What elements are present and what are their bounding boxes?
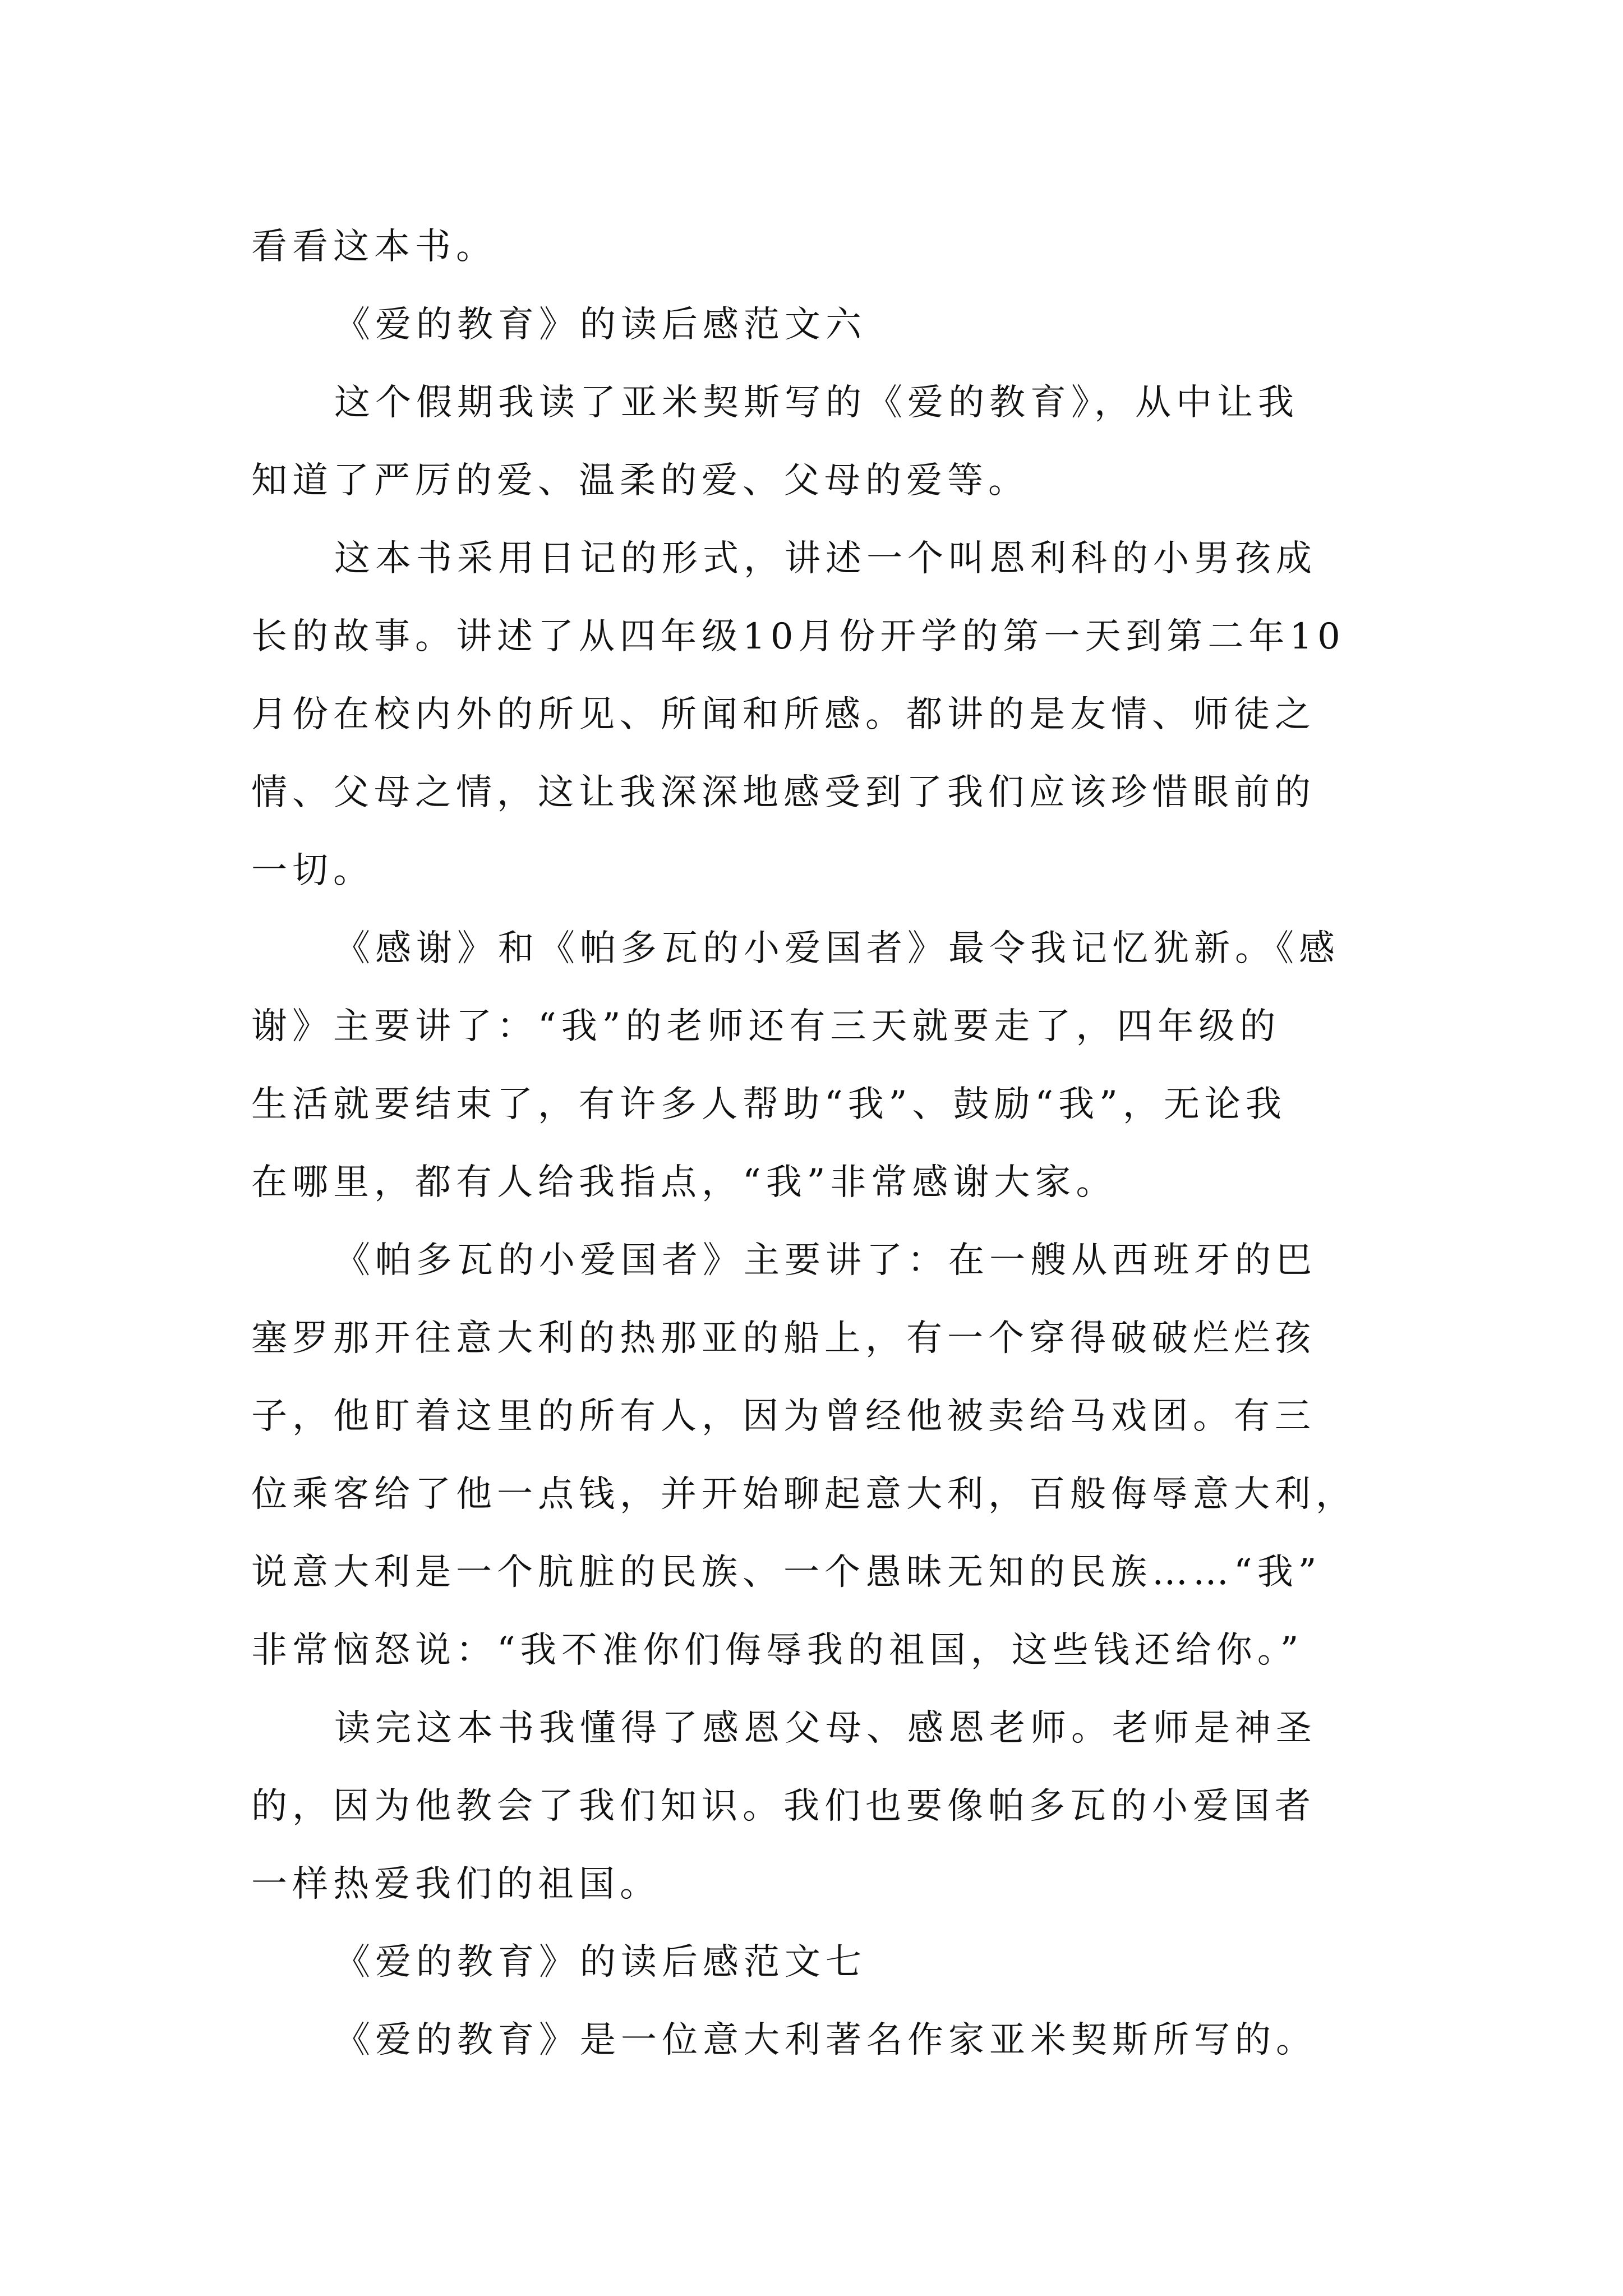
paragraph-line: 一切。 [251,850,374,891]
paragraph-line: 在哪里，都有人给我指点，“我”非常感谢大家。 [251,1162,1117,1203]
paragraph-line: 这个假期我读了亚米契斯写的《爱的教育》，从中让我 [334,382,1299,424]
paragraph-line: 这本书采用日记的形式，讲述一个叫恩利科的小男孩成 [334,538,1317,579]
paragraph-line: 月份在校内外的所见、所闻和所感。都讲的是友情、师徒之 [251,694,1316,735]
paragraph-line: 情、父母之情，这让我深深地感受到了我们应该珍惜眼前的 [251,772,1316,813]
paragraph-line: 位乘客给了他一点钱，并开始聊起意大利，百般侮辱意大利， [251,1474,1357,1515]
paragraph-line: 《帕多瓦的小爱国者》主要讲了：在一艘从西班牙的巴 [334,1240,1317,1281]
paragraph-line: 谢》主要讲了：“我”的老师还有三天就要走了，四年级的 [251,1006,1281,1047]
paragraph-line: 说意大利是一个肮脏的民族、一个愚昧无知的民族……“我” [251,1552,1322,1593]
article-text [251,208,1378,2079]
paragraph-line: 生活就要结束了，有许多人帮助“我”、鼓励“我”，无论我 [251,1084,1287,1125]
paragraph-line: 一样热爱我们的祖国。 [251,1864,661,1905]
paragraph-line: 非常恼怒说：“我不准你们侮辱我的祖国，这些钱还给你。” [251,1630,1304,1671]
paragraph-line: 长的故事。讲述了从四年级10月份开学的第一天到第二年10 [251,616,1345,657]
paragraph-line: 塞罗那开往意大利的热那亚的船上，有一个穿得破破烂烂孩 [251,1318,1316,1359]
section-heading-six: 《爱的教育》的读后感范文六 [334,304,866,346]
paragraph-line: 的，因为他教会了我们知识。我们也要像帕多瓦的小爱国者 [251,1786,1316,1827]
paragraph-line: 《爱的教育》是一位意大利著名作家亚米契斯所写的。 [334,2019,1317,2061]
section-heading-seven: 《爱的教育》的读后感范文七 [334,1941,866,1983]
paragraph-line: 读完这本书我懂得了感恩父母、感恩老师。老师是神圣 [334,1708,1317,1749]
paragraph-line: 看看这本书。 [251,226,497,268]
paragraph-line: 《感谢》和《帕多瓦的小爱国者》最令我记忆犹新。《感 [334,928,1340,969]
paragraph-line: 子，他盯着这里的所有人，因为曾经他被卖给马戏团。有三 [251,1396,1316,1437]
paragraph-line: 知道了严厉的爱、温柔的爱、父母的爱等。 [251,460,1029,501]
